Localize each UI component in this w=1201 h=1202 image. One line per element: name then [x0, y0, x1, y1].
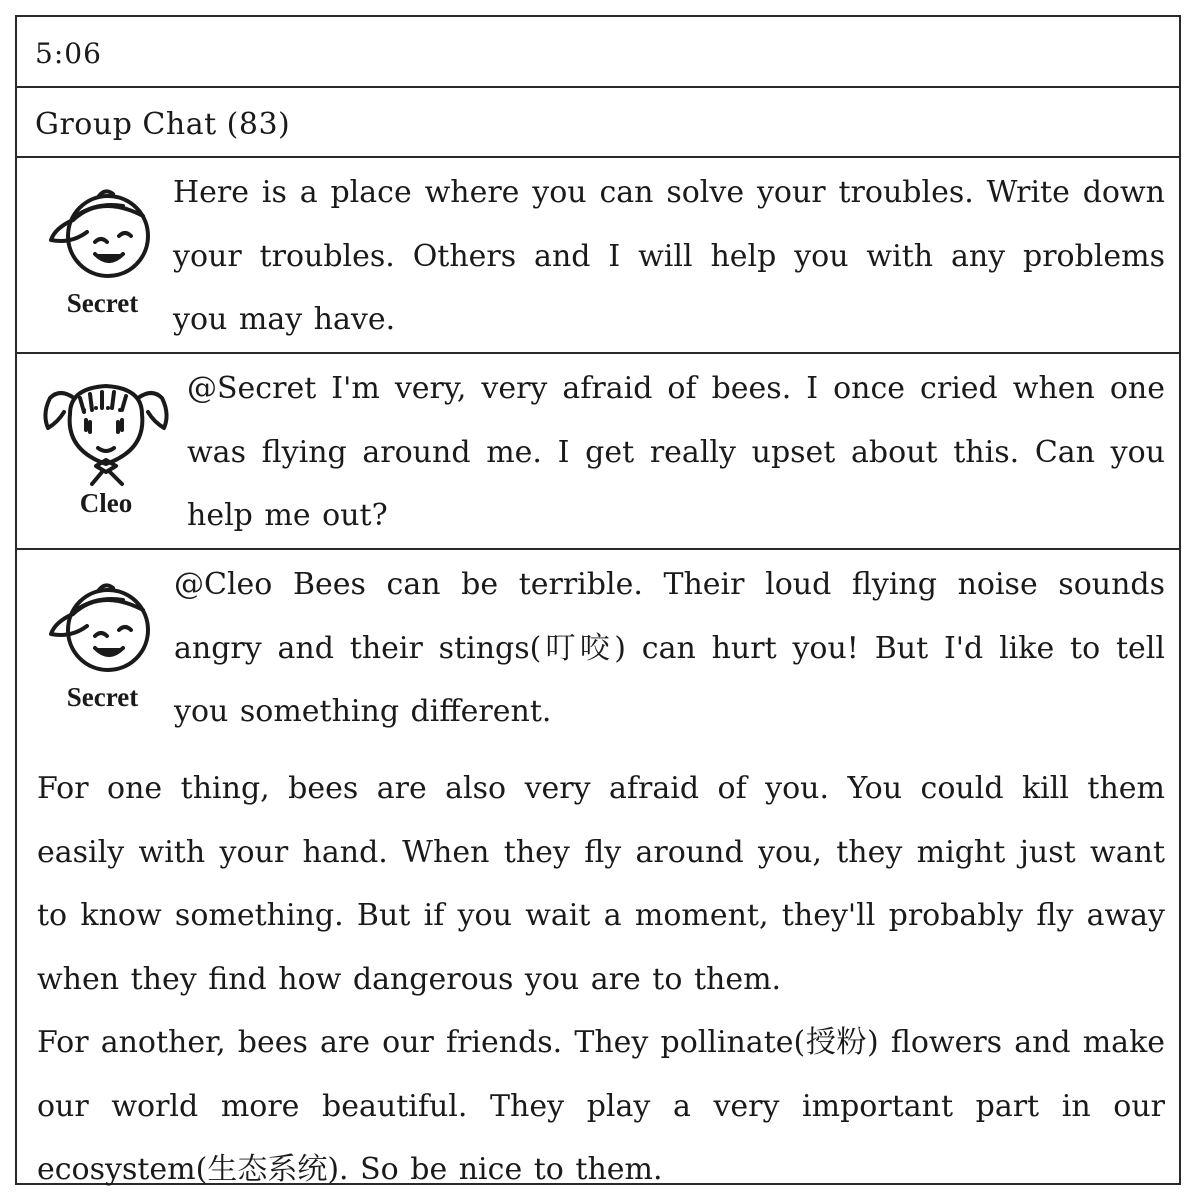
status-time: 5:06 [35, 37, 102, 70]
sender-name: Secret [66, 682, 139, 712]
sender-avatar[interactable] [31, 368, 181, 519]
message-item [17, 550, 1179, 1185]
message-text: @Cleo Bees can be terrible. Their loud flying noise sounds angry and their stings(叮咬) can hurt you! But I'd like to tell you something different. [174, 567, 1165, 729]
message-text: Here is a place where you can solve your troubles. Write down your troubles. Others and I will help you with any problems you may have. [173, 175, 1165, 337]
sender-avatar[interactable] [35, 568, 170, 713]
boy-with-cap-avatar-icon [43, 568, 163, 680]
message-paragraph: For one thing, bees are also very afraid of you. You could kill them easily with your hand. When they fly around you, they might just want to know something. But if you wait a moment, they'll probably fly away when they find how dangerous you are to them. [37, 771, 1165, 997]
sender-name: Cleo [79, 488, 133, 518]
sender-name: Secret [66, 288, 139, 318]
message-text: @Secret I'm very, very afraid of bees. I once cried when one was flying around me. I get really upset about this. Can you help me out? [187, 371, 1165, 533]
girl-with-pigtails-avatar-icon [40, 368, 172, 486]
message-item [17, 158, 1179, 354]
group-chat-frame [15, 15, 1181, 1185]
chat-title: Group Chat (83) [35, 107, 291, 142]
sender-avatar[interactable] [35, 174, 170, 319]
message-item [17, 354, 1179, 550]
boy-with-cap-avatar-icon [43, 174, 163, 286]
message-paragraph: For another, bees are our friends. They pollinate(授粉) flowers and make our world more beautiful. They play a very important part in our ecosystem(生态系统). So be nice to them. [37, 1025, 1165, 1187]
chat-header[interactable] [17, 88, 1179, 158]
status-bar [17, 17, 1179, 88]
